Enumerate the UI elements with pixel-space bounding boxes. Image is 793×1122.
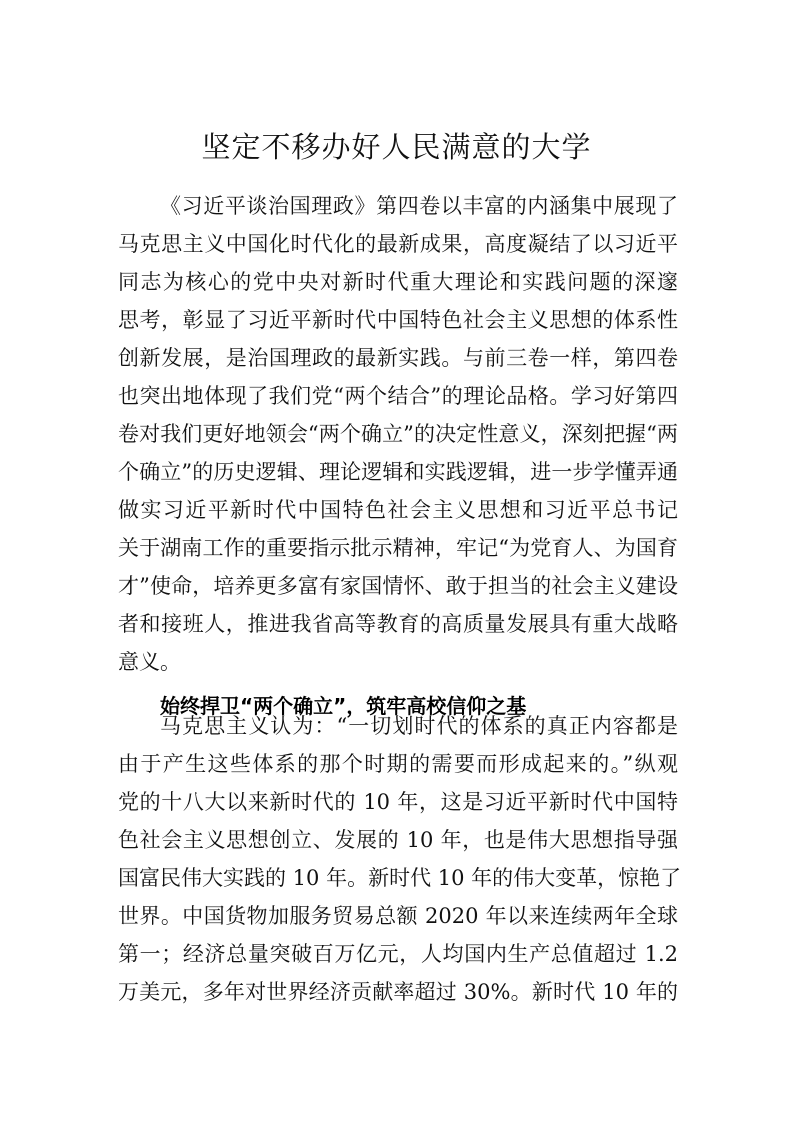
paragraph-line: 做实习近平新时代中国特色社会主义思想和习近平总书记 (118, 498, 678, 522)
paragraph-line: 创新发展，是治国理政的最新实践。与前三卷一样，第四卷 (118, 346, 678, 370)
paragraph-line: 也突出地体现了我们党“两个结合”的理论品格。学习好第四 (118, 384, 678, 408)
paragraph-line: 卷对我们更好地领会“两个确立”的决定性意义，深刻把握“两 (118, 422, 678, 446)
paragraph-line: 《习近平谈治国理政》第四卷以丰富的内涵集中展现了 (160, 194, 678, 218)
paragraph-line: 世界。中国货物加服务贸易总额 2020 年以来连续两年全球 (118, 904, 678, 928)
paragraph-line: 万美元，多年对世界经济贡献率超过 30%。新时代 10 年的 (118, 980, 678, 1004)
paragraph-line: 同志为核心的党中央对新时代重大理论和实践问题的深邃 (118, 270, 678, 294)
paragraph-line: 关于湖南工作的重要指示批示精神，牢记“为党育人、为国育 (118, 536, 678, 560)
section-heading: 始终捍卫“两个确立”，筑牢高校信仰之基 (160, 693, 527, 718)
paragraph-line: 由于产生这些体系的那个时期的需要而形成起来的。”纵观 (118, 752, 678, 776)
document-title: 坚定不移办好人民满意的大学 (201, 130, 592, 165)
paragraph-line: 马克思主义认为：“一切划时代的体系的真正内容都是 (160, 714, 678, 738)
paragraph-line: 者和接班人，推进我省高等教育的高质量发展具有重大战略 (118, 612, 678, 636)
paragraph-line: 党的十八大以来新时代的 10 年，这是习近平新时代中国特 (118, 790, 678, 814)
paragraph-line: 国富民伟大实践的 10 年。新时代 10 年的伟大变革，惊艳了 (118, 866, 682, 890)
paragraph-line: 才”使命，培养更多富有家国情怀、敢于担当的社会主义建设 (118, 574, 678, 598)
paragraph-line: 意义。 (118, 650, 181, 674)
paragraph-line: 思考，彰显了习近平新时代中国特色社会主义思想的体系性 (118, 308, 678, 332)
paragraph-line: 第一；经济总量突破百万亿元，人均国内生产总值超过 1.2 (118, 942, 678, 966)
paragraph-line: 个确立”的历史逻辑、理论逻辑和实践逻辑，进一步学懂弄通 (118, 460, 678, 484)
paragraph-line: 色社会主义思想创立、发展的 10 年，也是伟大思想指导强 (118, 828, 678, 852)
paragraph-line: 马克思主义中国化时代化的最新成果，高度凝结了以习近平 (118, 232, 678, 256)
